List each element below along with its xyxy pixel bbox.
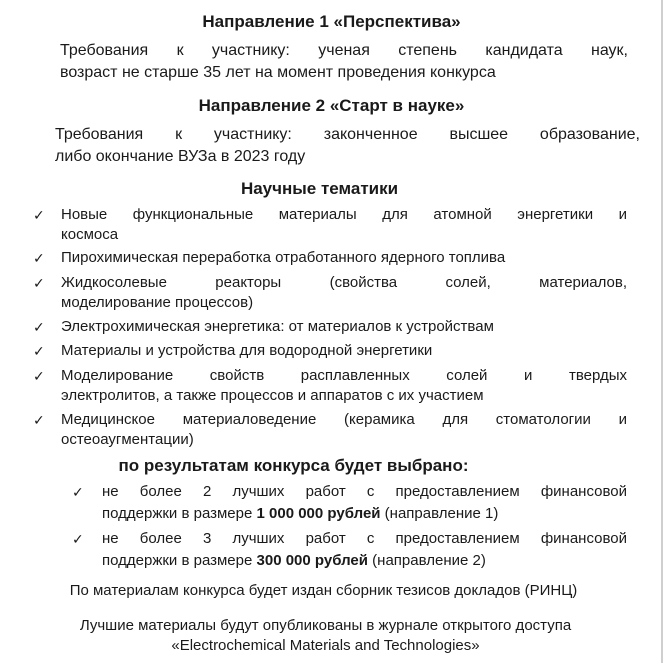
award2-line1: не более 3 лучших работ с предоставлением финансовой [102,530,627,547]
checkmark-icon: ✓ [33,207,45,223]
direction2-requirements [55,124,640,168]
abstracts-note: По материалам конкурса будет издан сборник тезисов докладов (РИНЦ) [69,582,578,599]
direction2-title: Направление 2 «Старт в науке» [198,96,465,115]
award1-suffix: (направление 1) [380,505,499,522]
direction1-req-line1: Требования к участнику: ученая степень кандидата наук, [60,42,628,59]
checkmark-icon: ✓ [33,343,45,359]
award1-prefix: поддержки в размере [102,505,257,522]
topic-item-line1: Моделирование свойств расплавленных солей и твердых [61,367,627,384]
topics-title: Научные тематики [240,179,399,198]
award1-line2 [102,503,627,525]
direction1-requirements [60,40,628,84]
topic-item-line2: моделирование процессов) [61,294,254,311]
checkmark-icon: ✓ [33,319,45,335]
checkmark-icon: ✓ [72,484,84,500]
topic-item-line1: Медицинское материаловедение (керамика для стоматологии и [61,411,627,428]
award2-line2 [102,550,627,572]
topic-item-line2: космоса [61,226,119,243]
award1-amount: 1 000 000 рублей [256,505,381,522]
checkmark-icon: ✓ [72,531,84,547]
award2-amount: 300 000 рублей [256,552,368,569]
direction1-title: Направление 1 «Перспектива» [202,12,461,31]
topic-item-line1: Новые функциональные материалы для атомной энергетики и [61,206,627,223]
award2-suffix: (направление 2) [368,552,486,569]
journal-note-line1: Лучшие материалы будут опубликованы в журнале открытого доступа [79,617,572,634]
award2-prefix: поддержки в размере [102,552,257,569]
checkmark-icon: ✓ [33,412,45,428]
checkmark-icon: ✓ [33,250,45,266]
journal-note-line2: «Electrochemical Materials and Technologies» [171,637,480,654]
award1-line1: не более 2 лучших работ с предоставлением финансовой [102,483,627,500]
topic-item-line1: Жидкосолевые реакторы (свойства солей, материалов, [61,274,627,291]
direction2-req-line1: Требования к участнику: законченное высшее образование, [55,126,640,143]
topic-item-line2: электролитов, а также процессов и аппаратов с их участием [61,387,484,404]
results-title: по результатам конкурса будет выбрано: [118,456,469,475]
topic-item-line2: остеоаугментации) [61,431,194,448]
checkmark-icon: ✓ [33,368,45,384]
topic-item-line1: Пирохимическая переработка отработанного ядерного топлива [61,249,506,266]
topic-item-line1: Электрохимическая энергетика: от материалов к устройствам [61,318,494,335]
topic-item-line1: Материалы и устройства для водородной энергетики [61,342,433,359]
direction2-req-line2: либо окончание ВУЗа в 2023 году [55,148,306,165]
direction1-req-line2: возраст не старше 35 лет на момент проведения конкурса [60,64,496,81]
checkmark-icon: ✓ [33,275,45,291]
